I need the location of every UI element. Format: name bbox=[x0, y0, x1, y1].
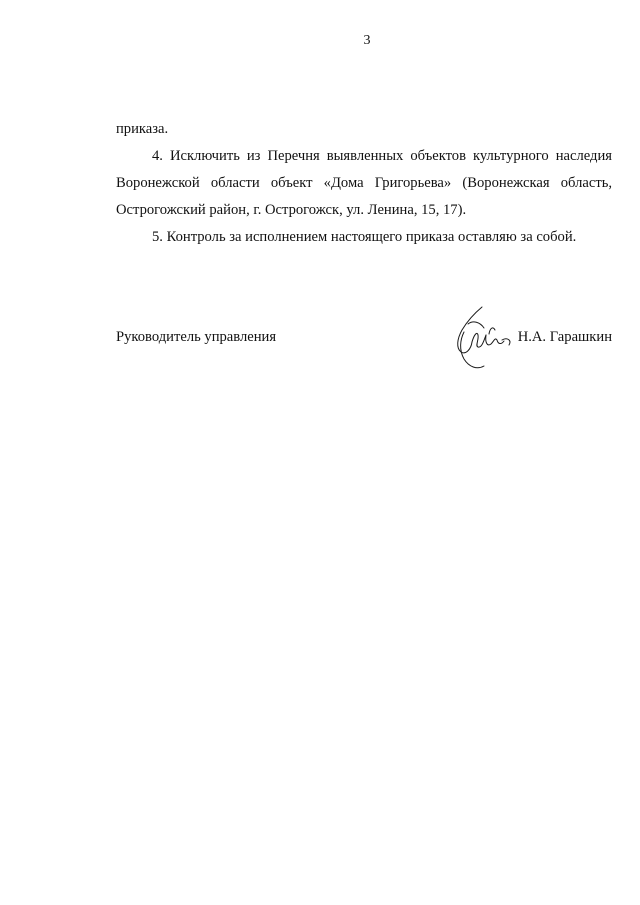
continuation-text: приказа. bbox=[116, 121, 169, 137]
page-number: 3 bbox=[363, 33, 371, 48]
signatory-name: Н.А. Гарашкин bbox=[517, 329, 612, 345]
signatory-position: Руководитель управления bbox=[116, 329, 277, 345]
document-body bbox=[116, 116, 612, 251]
paragraph-item-5: 5. Контроль за исполнением настоящего приказа оставляю за собой. bbox=[152, 229, 577, 245]
handwritten-signature bbox=[440, 304, 520, 374]
signature-block bbox=[116, 326, 612, 376]
paragraph-item-4: 4. Исключить из Перечня выявленных объектов культурного наследия Воронежской области объект «Дома Григорьева» (Воронежская область, Острогожский район, г. Острогожск, ул. Ленина, 15, 17). bbox=[116, 148, 612, 218]
